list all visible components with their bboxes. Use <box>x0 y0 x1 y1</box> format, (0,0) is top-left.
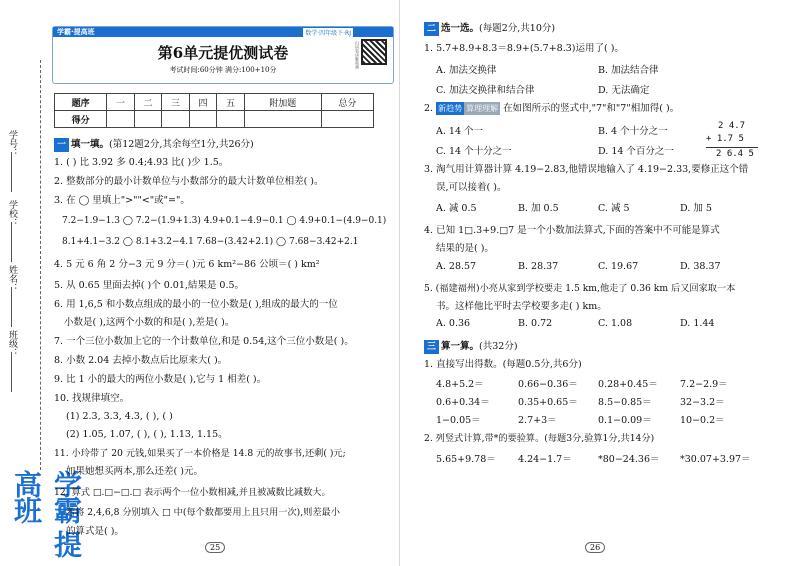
subject-label: 数学·四年级下·RJ <box>305 30 351 37</box>
calc-item: *80−24.36＝ <box>598 454 660 465</box>
score-cell: 二 <box>134 94 162 111</box>
exam-info: 考试时间:60分钟 满分:100+10分 <box>169 66 277 74</box>
vertical-addend-1: 2 4.7 <box>718 121 746 131</box>
question-line: 10. 找规律填空。 <box>54 393 130 404</box>
score-input[interactable] <box>321 111 373 128</box>
calc-item: 4.24−1.7＝ <box>518 454 572 465</box>
section-2-tag: 二 <box>424 22 439 36</box>
option-d[interactable]: D. 1.44 <box>680 318 715 329</box>
page-number: 26 <box>585 542 605 553</box>
page-title: 第6单元提优测试卷 <box>157 44 289 62</box>
section-3-heading <box>424 340 518 354</box>
score-cell: 总分 <box>321 94 373 111</box>
option-d[interactable]: D. 14 个百分之一 <box>598 146 674 157</box>
calc-item: 2.7+3＝ <box>518 415 557 426</box>
option-c[interactable]: C. 加法交换律和结合律 <box>436 85 535 96</box>
right-page <box>400 0 800 566</box>
calc-item: 10−0.2＝ <box>680 415 725 426</box>
number-label: 学号： <box>7 130 17 157</box>
score-header-row <box>55 94 374 111</box>
header-tag: 学霸·提高班 <box>57 28 95 36</box>
name-blank[interactable] <box>11 287 12 327</box>
option-c[interactable]: C. 19.67 <box>598 261 639 272</box>
question-line: 1. ( ) 比 3.92 多 0.4;4.93 比( )少 1.5。 <box>54 157 229 168</box>
option-c[interactable]: C. 减 5 <box>598 203 630 214</box>
page-number: 25 <box>205 542 225 553</box>
cut-line <box>40 60 41 470</box>
mc-question-4: 4. 已知 1□.3+9.□7 是一个小数加法算式,下面的答案中不可能是算式 <box>424 225 720 236</box>
question-line: 12. 算式 □.□−□.□ 表示两个一位小数相减,并且被减数比减数大。 <box>54 487 331 498</box>
mc-question-2: 2. 新趋势 算理理解 在如图所示的竖式中,"7"和"7"相加得( )。 <box>424 103 680 114</box>
section-1-note: (第12题2分,其余每空1分,共26分) <box>109 139 254 150</box>
score-cell: 五 <box>217 94 245 111</box>
calc-item: 8.5−0.85＝ <box>598 397 652 408</box>
calc-item: 4.8+5.2＝ <box>436 379 484 390</box>
score-input[interactable] <box>189 111 217 128</box>
score-input[interactable] <box>217 111 245 128</box>
score-input[interactable] <box>244 111 321 128</box>
trend-tag: 新趋势 <box>438 104 463 113</box>
score-value-row <box>55 111 374 128</box>
question-line: 8.1+4.1−3.2 ◯ 8.1+3.2−4.1 7.68−(3.42+2.1) ◯ 7.68−3.42+2.1 <box>62 237 359 247</box>
question-line: 5. 从 0.65 里面去掉( )个 0.01,結果是 0.5。 <box>54 280 245 291</box>
question-line: 的算式是( )。 <box>66 526 124 537</box>
option-d[interactable]: D. 38.37 <box>680 261 721 272</box>
section-1-heading <box>54 138 254 152</box>
section-3-note: (共32分) <box>479 341 518 352</box>
qr-caption: 扫码看讲解视频 <box>355 41 360 69</box>
score-cell: 得分 <box>55 111 107 128</box>
question-line: (1) 2.3, 3.3, 4.3, ( ), ( ) <box>66 411 173 422</box>
school-blank[interactable] <box>11 222 12 262</box>
calc-item: 0.28+0.45＝ <box>598 379 658 390</box>
sum-line <box>706 147 758 148</box>
question-line: 2. 整数部分的最小计数单位与小数部分的最大计数单位相差( )。 <box>54 176 324 187</box>
option-b[interactable]: B. 加 0.5 <box>518 203 559 214</box>
question-line: 小数是( ),这两个小数的和是( ),差是( )。 <box>64 317 235 328</box>
class-label: 班级： <box>7 330 17 357</box>
option-a[interactable]: A. 减 0.5 <box>436 203 477 214</box>
class-blank[interactable] <box>11 352 12 392</box>
option-a[interactable]: A. 加法交换律 <box>436 65 497 76</box>
option-a[interactable]: A. 14 个一 <box>436 126 484 137</box>
section-1-label: 填一填。 <box>71 139 110 150</box>
score-input[interactable] <box>107 111 135 128</box>
mc-question-3: 3. 淘气用计算器计算 4.19−2.83,他错误地输入了 4.19−2.33,要修正这个错 <box>424 164 749 175</box>
question-line: 若将 2,4,6,8 分别填入 □ 中(每个数都要用上且只用一次),则差最小 <box>66 507 340 518</box>
question-line: 8. 小数 2.04 去掉小数点后比原来大( )。 <box>54 355 228 366</box>
mc-question-5-cont: 书。这样他比平时去学校要多走( ) km。 <box>436 301 607 312</box>
score-input[interactable] <box>162 111 190 128</box>
calc-item: 5.65+9.78＝ <box>436 454 496 465</box>
calc-item: 7.2−2.9＝ <box>680 379 728 390</box>
option-b[interactable]: B. 4 个十分之一 <box>598 126 668 137</box>
option-c[interactable]: C. 14 个十分之一 <box>436 146 512 157</box>
vertical-addend-2: + 1.7 5 <box>706 134 744 144</box>
qr-code-icon[interactable] <box>361 39 387 65</box>
question-line: 如果她想买两本,那么还差( )元。 <box>66 466 203 477</box>
school-label: 学校： <box>7 200 17 227</box>
score-cell: 四 <box>189 94 217 111</box>
question-line: 3. 在 ◯ 里填上">""<"或"="。 <box>54 195 190 206</box>
section-2-heading <box>424 22 555 36</box>
option-b[interactable]: B. 加法结合律 <box>598 65 659 76</box>
question-line: 9. 比 1 小的最大的两位小数是( ),它与 1 相差( )。 <box>54 374 267 385</box>
calc-item: 32−3.2＝ <box>680 397 725 408</box>
score-table <box>54 93 374 128</box>
section-2-label: 选一选。 <box>441 23 480 34</box>
question-line: 7. 一个三位小数加上它的一个计数单位,和是 0.54,这个三位小数是( )。 <box>54 336 354 347</box>
section-2-note: (每题2分,共10分) <box>479 23 556 34</box>
mc-question-3-cont: 误,可以接着( )。 <box>436 182 507 193</box>
calc-item: 0.1−0.09＝ <box>598 415 652 426</box>
mc-question-5: 5. (福建福州)小亮从家到学校要走 1.5 km,他走了 0.36 km 后又回家取一本 <box>424 283 736 294</box>
mc-question-2-text: 在如图所示的竖式中,"7"和"7"相加得( )。 <box>503 103 680 114</box>
score-cell: 附加题 <box>244 94 321 111</box>
question-line: 11. 小玲带了 20 元钱,如果买了一本价格是 14.8 元的故事书,还剩( )元; <box>54 448 346 459</box>
score-input[interactable] <box>134 111 162 128</box>
question-line: 4. 5 元 6 角 2 分−3 元 9 分＝( )元 6 km²−86 公顷＝( ) km² <box>54 259 320 270</box>
calc-item: *30.07+3.97＝ <box>680 454 751 465</box>
mc-question-1: 1. 5.7+8.9+8.3＝8.9+(5.7+8.3)运用了( )。 <box>424 43 624 54</box>
option-a[interactable]: A. 0.36 <box>436 318 471 329</box>
option-c[interactable]: C. 1.08 <box>598 318 633 329</box>
brand-logo: 学霸 提高班 <box>10 470 83 556</box>
option-d[interactable]: D. 加 5 <box>680 203 712 214</box>
calc-heading-1: 1. 直接写出得数。(每题0.5分,共6分) <box>424 359 582 370</box>
score-cell: 题序 <box>55 94 107 111</box>
option-a[interactable]: A. 28.57 <box>436 261 477 272</box>
calc-item: 0.35+0.65＝ <box>518 397 578 408</box>
calc-item: 1−0.05＝ <box>436 415 481 426</box>
section-3-tag: 三 <box>424 340 439 354</box>
calc-item: 0.66−0.36＝ <box>518 379 578 390</box>
section-3-label: 算一算。 <box>441 341 480 352</box>
mc-question-4-cont: 结果的是( )。 <box>436 243 494 254</box>
number-blank[interactable] <box>11 152 12 192</box>
question-line: 7.2−1.9−1.3 ◯ 7.2−(1.9+1.3) 4.9+0.1−4.9−0.1 ◯ 4.9+0.1−(4.9−0.1) <box>62 216 387 226</box>
question-line: 6. 用 1,6,5 和小数点组成的最小的一位小数是( ),组成的最大的一位 <box>54 299 338 310</box>
name-label: 姓名： <box>7 265 17 292</box>
calc-heading-2: 2. 列竖式计算,带*的要验算。(每题3分,验算1分,共14分) <box>424 433 655 444</box>
vertical-sum: 2 6.4 5 <box>716 149 754 159</box>
section-1-tag: 一 <box>54 138 69 152</box>
score-cell: 三 <box>162 94 190 111</box>
reasoning-tag: 算理理解 <box>466 104 499 113</box>
calc-item: 0.6+0.34＝ <box>436 397 490 408</box>
option-b[interactable]: B. 0.72 <box>518 318 553 329</box>
question-line: (2) 1.05, 1.07, ( ), ( ), 1.13, 1.15。 <box>66 429 228 440</box>
option-d[interactable]: D. 无法确定 <box>598 85 650 96</box>
exam-header <box>52 26 394 84</box>
option-b[interactable]: B. 28.37 <box>518 261 559 272</box>
score-cell: 一 <box>107 94 135 111</box>
